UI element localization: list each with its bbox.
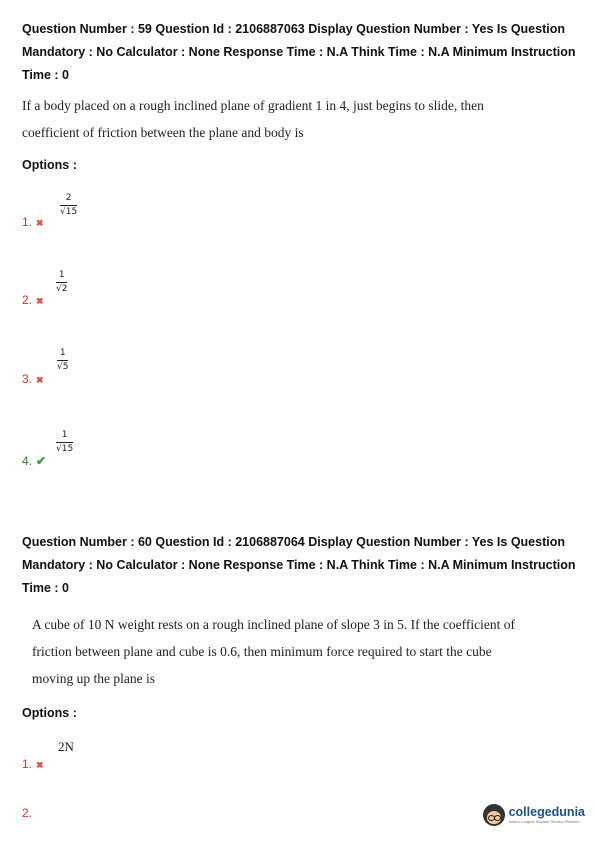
checkmark-icon: ✔ [36, 454, 47, 468]
sqrt-symbol: √ [56, 284, 62, 294]
q59-option2[interactable] [22, 293, 44, 307]
q59-option2-number: 2. [22, 293, 33, 307]
sqrt-symbol: √ [60, 207, 66, 217]
sqrt-symbol: √ [57, 362, 63, 372]
q60-option1-text: 2N [58, 739, 74, 754]
q59-option4-radicand: 15 [61, 444, 74, 454]
q60-meta-line2: Mandatory : No Calculator : None Response Time : N.A Think Time : N.A Minimum Instruction [22, 558, 576, 572]
logo-name: collegedunia [508, 804, 585, 819]
sqrt-symbol: √ [56, 444, 62, 454]
q60-stem-line1: A cube of 10 N weight rests on a rough inclined plane of slope 3 in 5. If the coefficient of [32, 617, 515, 632]
q59-option2-fraction [56, 270, 67, 295]
q60-option1-number: 1. [22, 757, 33, 771]
cross-icon: ✖ [36, 760, 44, 770]
q59-option3[interactable] [22, 372, 44, 386]
q60-stem-line3: moving up the plane is [32, 671, 155, 686]
q59-option1-radicand: 15 [65, 207, 78, 217]
q59-stem-line1: If a body placed on a rough inclined plane of gradient 1 in 4, just begins to slide, then [22, 98, 484, 113]
q60-meta-line3: Time : 0 [22, 581, 70, 595]
q60-stem-line2: friction between plane and cube is 0.6, then minimum force required to start the cube [32, 644, 492, 659]
cross-icon: ✖ [36, 218, 44, 228]
q59-option2-radicand: 2 [61, 284, 68, 294]
q59-option1-number: 1. [22, 215, 33, 229]
collegedunia-logo [483, 804, 585, 826]
cross-icon: ✖ [36, 296, 44, 306]
q60-option1[interactable] [22, 757, 44, 771]
q59-option1[interactable] [22, 215, 44, 229]
cross-icon: ✖ [36, 375, 44, 385]
q59-option4[interactable] [22, 454, 46, 468]
q60-option2[interactable] [22, 806, 32, 820]
q60-meta-line1: Question Number : 60 Question Id : 2106887064 Display Question Number : Yes Is Question [22, 535, 565, 549]
q59-option4-number: 4. [22, 454, 33, 468]
q60-options-label: Options : [22, 706, 77, 720]
q59-option4-numerator: 1 [61, 430, 68, 440]
q59-option4-fraction [56, 430, 73, 455]
q59-option3-fraction [57, 348, 68, 373]
q59-option3-number: 3. [22, 372, 33, 386]
q59-meta-line1: Question Number : 59 Question Id : 2106887063 Display Question Number : Yes Is Question [22, 22, 565, 36]
q59-option3-radicand: 5 [62, 362, 69, 372]
q59-option1-numerator: 2 [65, 193, 72, 203]
q59-meta-line2: Mandatory : No Calculator : None Response Time : N.A Think Time : N.A Minimum Instruction [22, 45, 576, 59]
q59-options-label: Options : [22, 158, 77, 172]
q60-option2-number: 2. [22, 806, 33, 820]
q59-option3-numerator: 1 [59, 348, 66, 358]
q59-stem-line2: coefficient of friction between the plane and body is [22, 125, 304, 140]
q59-stem [22, 92, 562, 146]
q60-stem [32, 611, 572, 692]
q60-meta [22, 531, 582, 600]
logo-tagline: India's Largest Student Review Platform [508, 818, 580, 824]
mascot-icon [483, 804, 505, 826]
q59-option1-fraction [60, 193, 77, 218]
q59-meta [22, 18, 582, 87]
q59-meta-line3: Time : 0 [22, 68, 70, 82]
q59-option2-numerator: 1 [58, 270, 65, 280]
